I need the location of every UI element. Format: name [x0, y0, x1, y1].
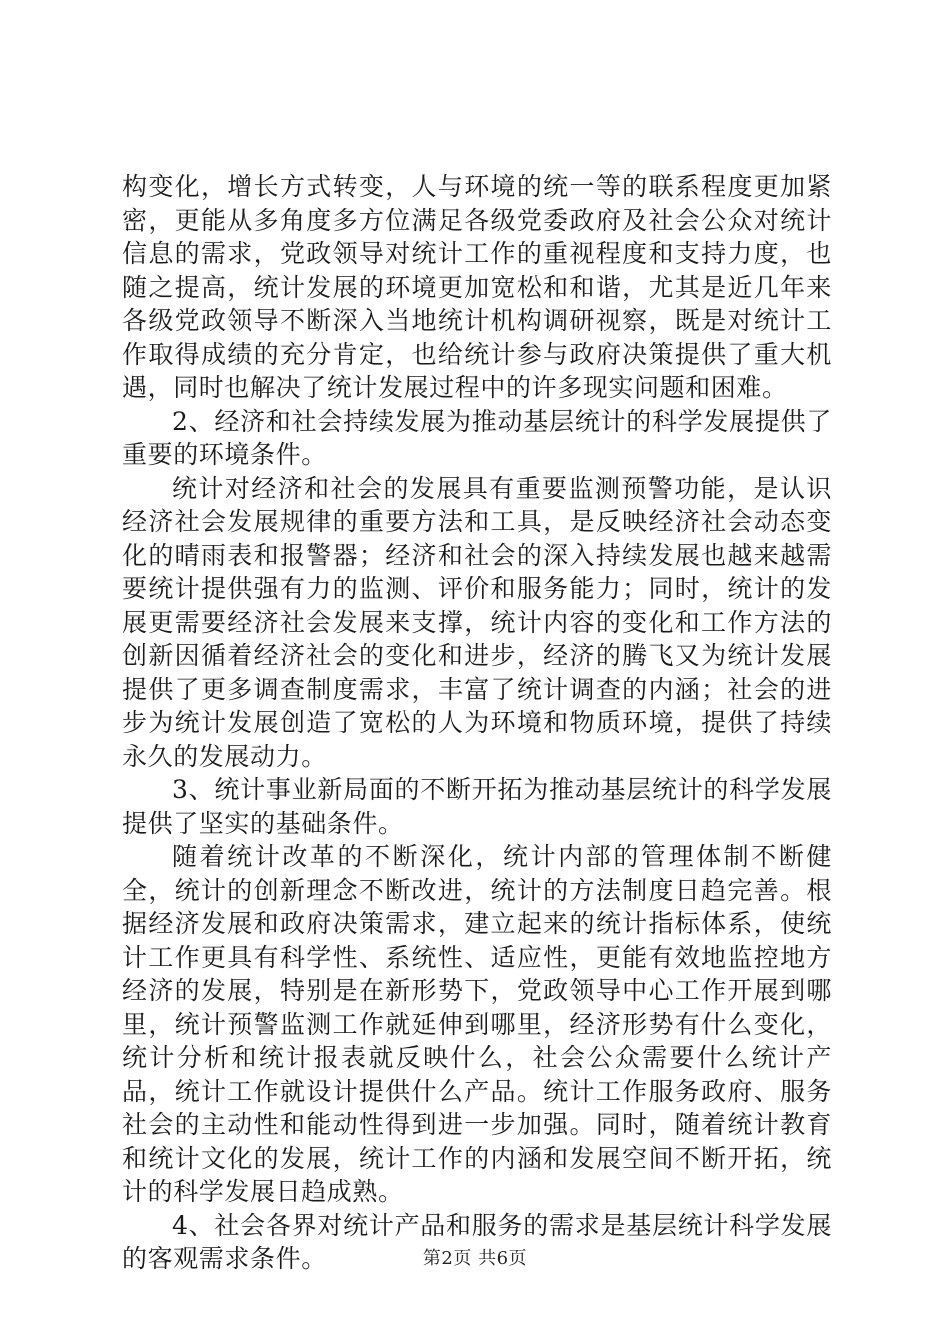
paragraph-heading-3: 3、统计事业新局面的不断开拓为推动基层统计的科学发展提供了坚实的基础条件。 — [122, 775, 832, 838]
paragraph-continuation: 构变化，增长方式转变，人与环境的统一等的联系程度更加紧密，更能从多角度多方位满足各级党委政府及社会公众对统计信息的需求，党政领导对统计工作的重视程度和支持力度，也随之提高，统计发展的环境更加宽松和和谐，尤其是近几年来各级党政领导不断深入当地统计机构调研视察，既是对统计工作取得成绩的充分肯定，也给统计参与政府决策提供了重大机遇，同时也解决了统计发展过程中的许多现实问题和困难。 — [122, 172, 832, 402]
paragraph-body: 统计对经济和社会的发展具有重要监测预警功能，是认识经济社会发展规律的重要方法和工具，是反映经济社会动态变化的晴雨表和报警器；经济和社会的深入持续发展也越来越需要统计提供强有力的监测、评价和服务能力；同时，统计的发展更需要经济社会发展来支撑，统计内容的变化和工作方法的创新因循着经济社会的变化和进步，经济的腾飞又为统计发展提供了更多调查制度需求，丰富了统计调查的内涵；社会的进步为统计发展创造了宽松的人为环境和物质环境，提供了持续永久的发展动力。 — [122, 473, 832, 771]
document-body — [122, 170, 832, 1276]
paragraph-heading-2: 2、经济和社会持续发展为推动基层统计的科学发展提供了重要的环境条件。 — [122, 406, 832, 469]
paragraph-heading-4: 4、社会各界对统计产品和服务的需求是基层统计科学发展的客观需求条件。 — [122, 1210, 832, 1273]
paragraph-body: 随着统计改革的不断深化，统计内部的管理体制不断健全，统计的创新理念不断改进，统计的方法制度日趋完善。根据经济发展和政府决策需求，建立起来的统计指标体系，使统计工作更具有科学性、系统性、适应性，更能有效地监控地方经济的发展，特别是在新形势下，党政领导中心工作开展到哪里，统计预警监测工作就延伸到哪里，经济形势有什么变化，统计分析和统计报表就反映什么，社会公众需要什么统计产品，统计工作就设计提供什么产品。统计工作服务政府、服务社会的主动性和能动性得到进一步加强。同时，随着统计教育和统计文化的发展，统计工作的内涵和发展空间不断开拓，统计的科学发展日趋成熟。 — [122, 842, 832, 1206]
page-number-footer: 第2页 共6页 — [422, 1248, 528, 1269]
